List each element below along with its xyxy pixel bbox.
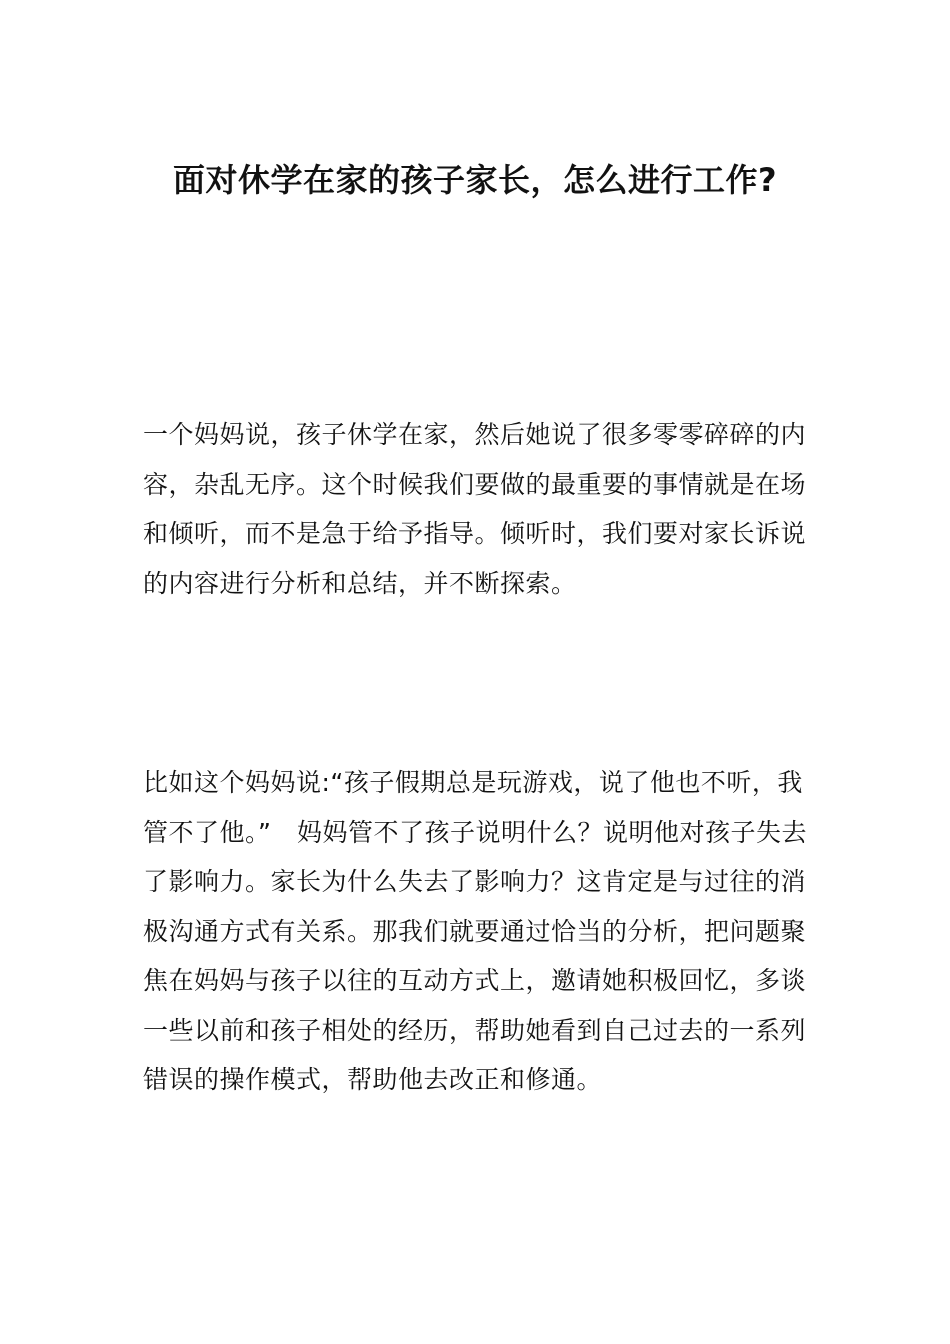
document-title: 面对休学在家的孩子家长，怎么进行工作?	[172, 161, 778, 199]
paragraph-2: 比如这个妈妈说:“孩子假期总是玩游戏，说了他也不听，我管不了他。” 妈妈管不了孩子说明什么？说明他对孩子失去了影响力。家长为什么失去了影响力？这肯定是与过往的消极沟通方式有关系。那我们就要通过恰当的分析，把问题聚焦在妈妈与孩子以往的互动方式上，邀请她积极回忆，多谈一些以前和孩子相处的经历，帮助她看到自己过去的一系列错误的操作模式，帮助他去改正和修通。	[143, 768, 807, 1094]
paragraph-1: 一个妈妈说，孩子休学在家，然后她说了很多零零碎碎的内容，杂乱无序。这个时候我们要做的最重要的事情就是在场和倾听，而不是急于给予指导。倾听时，我们要对家长诉说的内容进行分析和总结，并不断探索。	[143, 420, 807, 598]
